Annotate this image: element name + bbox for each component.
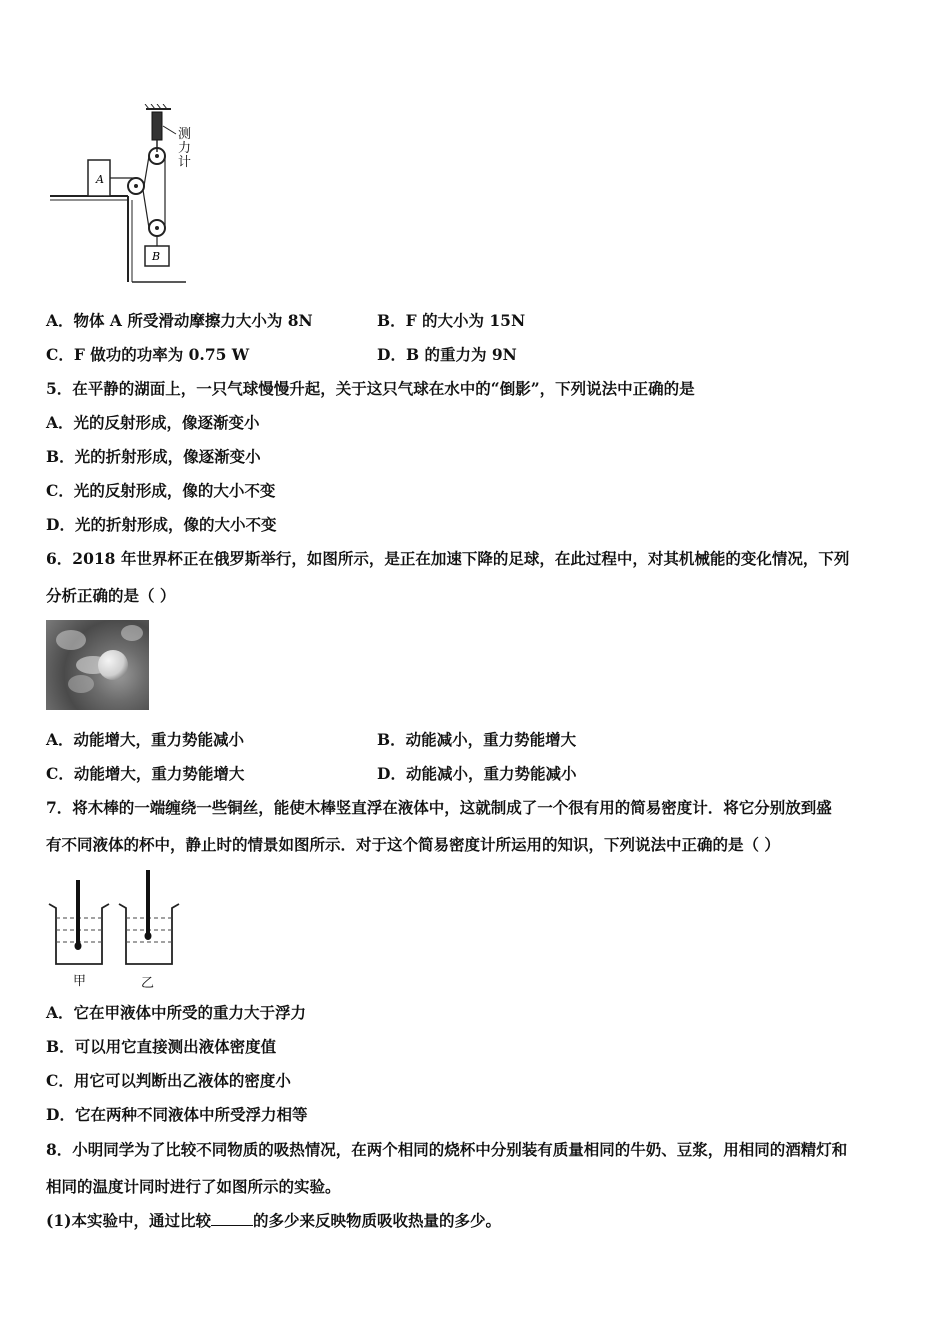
q4-option-c: C．F 做功的功率为 0.75 W bbox=[46, 345, 250, 364]
q8-sub1-after: 的多少来反映物质吸收热量的多少。 bbox=[252, 1211, 501, 1230]
q6-stem-line2: 分析正确的是（ ） bbox=[46, 586, 176, 605]
q5-option-a: A．光的反射形成，像逐渐变小 bbox=[46, 413, 260, 432]
q6-stem-line1: 6．2018 年世界杯正在俄罗斯举行，如图所示，是正在加速下降的足球，在此过程中，对其机械能的变化情况，下列 bbox=[46, 549, 850, 568]
q4-option-d: D．B 的重力为 9N bbox=[377, 345, 517, 364]
q7-option-d: D．它在两种不同液体中所受浮力相等 bbox=[46, 1105, 308, 1124]
q4-option-a: A．物体 A 所受滑动摩擦力大小为 8N bbox=[46, 311, 313, 330]
block-b-label: B bbox=[152, 250, 161, 263]
q8-stem-line2: 相同的温度计同时进行了如图所示的实验。 bbox=[46, 1177, 341, 1196]
block-a-label: A bbox=[96, 173, 104, 186]
q7-option-c: C．用它可以判断出乙液体的密度小 bbox=[46, 1071, 291, 1090]
q7-stem-line2: 有不同液体的杯中，静止时的情景如图所示．对于这个简易密度计所运用的知识，下列说法中正确的是（ ） bbox=[46, 835, 780, 854]
answer-blank[interactable] bbox=[211, 1211, 253, 1226]
q7-option-a: A．它在甲液体中所受的重力大于浮力 bbox=[46, 1003, 307, 1022]
bokeh-light bbox=[121, 625, 143, 641]
beaker-jia-label: 甲 bbox=[73, 974, 87, 989]
q8-sub1-before: (1)本实验中，通过比较 bbox=[46, 1211, 211, 1230]
pulley-figure bbox=[46, 104, 216, 286]
q5-option-d: D．光的折射形成，像的大小不变 bbox=[46, 515, 277, 534]
q6-option-b: B．动能减小，重力势能增大 bbox=[377, 730, 577, 749]
q8-stem-line1: 8．小明同学为了比较不同物质的吸热情况，在两个相同的烧杯中分别装有质量相同的牛奶、豆浆，用相同的酒精灯和 bbox=[46, 1140, 848, 1159]
force-meter-label: 测力计 bbox=[178, 127, 192, 170]
q5-option-b: B．光的折射形成，像逐渐变小 bbox=[46, 447, 261, 466]
q6-option-d: D．动能减小，重力势能减小 bbox=[377, 764, 577, 783]
q5-option-c: C．光的反射形成，像的大小不变 bbox=[46, 481, 276, 500]
q6-option-c: C．动能增大，重力势能增大 bbox=[46, 764, 245, 783]
q8-sub1 bbox=[46, 1211, 501, 1231]
q7-option-b: B．可以用它直接测出液体密度值 bbox=[46, 1037, 277, 1056]
q7-stem-line1: 7．将木棒的一端缠绕一些铜丝，能使木棒竖直浮在液体中，这就制成了一个很有用的简易密度计．将它分别放到盛 bbox=[46, 798, 832, 817]
q5-stem: 5．在平静的湖面上，一只气球慢慢升起，关于这只气球在水中的“倒影”，下列说法中正确的是 bbox=[46, 379, 695, 398]
q6-option-a: A．动能增大，重力势能减小 bbox=[46, 730, 245, 749]
soccer-ball bbox=[98, 650, 128, 680]
q4-option-b: B．F 的大小为 15N bbox=[377, 311, 526, 330]
beaker-diagram bbox=[46, 868, 186, 972]
soccer-ball-photo bbox=[46, 620, 149, 710]
beaker-yi-label: 乙 bbox=[141, 976, 155, 991]
beaker-figure bbox=[46, 868, 186, 991]
bokeh-light bbox=[56, 630, 86, 650]
bokeh-light bbox=[68, 675, 94, 693]
